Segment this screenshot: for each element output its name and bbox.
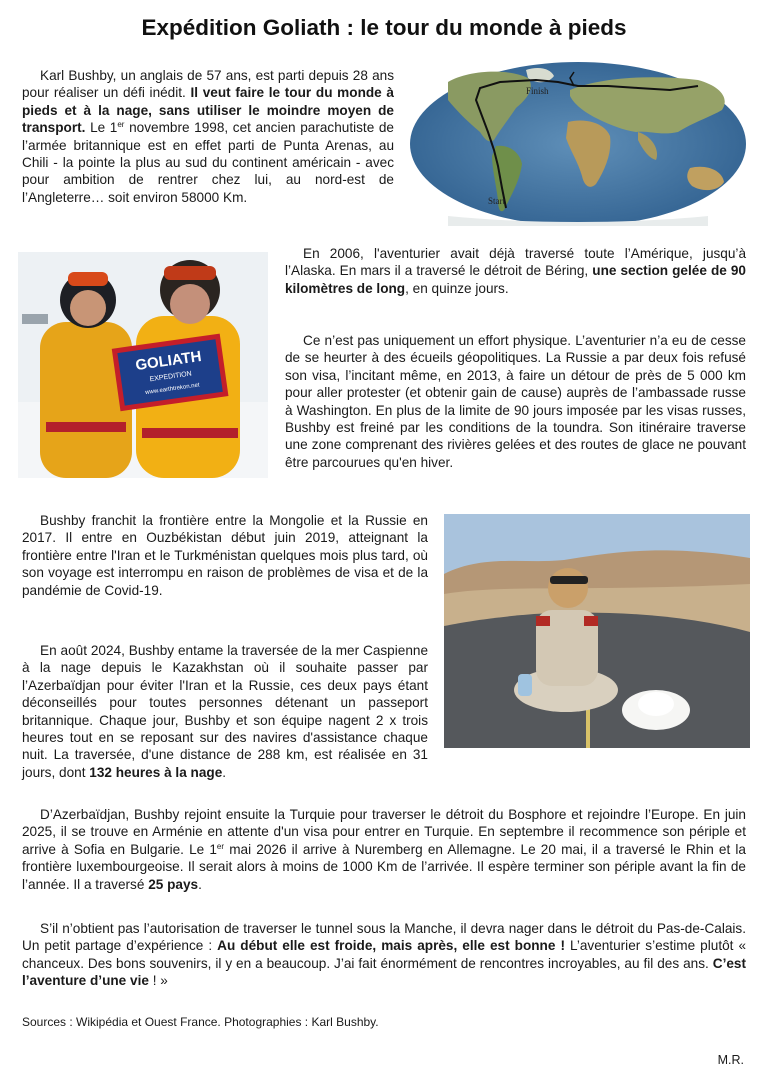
paragraph-europe: D’Azerbaïdjan, Bushby rejoint ensuite la Turquie pour traverser le détroit du Bosphore et rejoindre l’Europe. En juin 2025, il se trouve en Arménie en attente d'un visa pour entrer en Turquie. En septembre il recommence son périple et arrive à Sofia en Bulgarie. Le 1er mai 2026 il arrive à Nuremberg en Allemagne. Le 20 mai, il a traversé le Rhin et la frontière luxembourgeoise. Il serait alors à moins de 1000 Km de l’arrivée. Il espère terminer son périple avant la fin de l’année. Il a traversé 25 pays. bbox=[22, 807, 746, 892]
map-finish-label: Finish bbox=[526, 86, 549, 96]
paragraph-alaska: En 2006, l'aventurier avait déjà traversé toute l’Amérique, jusqu’à l’Alaska. En mars il a traversé le détroit de Béring, une section gelée de 90 kilomètres de long, en quinze jours. bbox=[285, 246, 746, 296]
banner-url: www.earthtrekon.net bbox=[144, 382, 200, 397]
sources-note: Sources : Wikipédia et Ouest France. Photographies : Karl Bushby. bbox=[22, 1015, 379, 1029]
paragraph-channel: S’il n’obtient pas l’autorisation de traverser le tunnel sous la Manche, il devra nager dans le détroit du Pas-de-Calais. Un petit partage d’expérience : Au début elle est froide, mais après, elle est bonne ! L’aventurier s’estime plutôt « chanceux. Des bons souvenirs, il y en a beaucoup. J’ai fait énormément de rencontres incroyables, au fil des ans. C’est l’aventure d’une vie ! » bbox=[22, 921, 747, 989]
banner-title: GOLIATH bbox=[134, 348, 203, 375]
paragraph-geopolitics: Ce n’est pas uniquement un effort physique. L’aventurier n’a eu de cesse de se heurter à des écueils géopolitiques. La Russie a par deux fois refusé son visa, l’incitant même, en 2013, à faire un détour de près de 5 000 km pour aller protester (et obtenir gain de cause) auprès de l’ambassade russe à Washington. En plus de la limite de 90 jours imposée par les visas russes, Bushby est freiné par les conditions de la toundra. Son itinéraire traverse une zone comprenant des rivières gelées et des routes de glace ne pouvant être parcourues qu'en hiver. bbox=[285, 333, 746, 470]
world-map-image bbox=[408, 60, 748, 228]
page-title: Expédition Goliath : le tour du monde à pieds bbox=[141, 15, 627, 40]
banner-subtitle: EXPEDITION bbox=[149, 370, 193, 384]
map-start-label: Start bbox=[488, 196, 505, 206]
paragraph-intro: Karl Bushby, un anglais de 57 ans, est parti depuis 28 ans pour réaliser un défi inédit. Il veut faire le tour du monde à pieds et à la nage, sans utiliser le moindre moyen de transport. Le 1er novembre 1998, cet ancien parachutiste de l’armée britannique est en effet parti de Punta Arenas, au Chili - la pointe la plus au sud du continent américain - avec pour ambition de rentrer chez lui, au nord-est de l’Angleterre… soit environ 58000 Km. bbox=[22, 68, 394, 205]
desert-road-photo bbox=[444, 514, 750, 748]
author-signature: M.R. bbox=[717, 1053, 744, 1067]
paragraph-caspian: En août 2024, Bushby entame la traversée de la mer Caspienne à la nage depuis le Kazakhstan où il souhaite passer par l’Azerbaïdjan pour éviter l'Iran et la Russie, ces deux pays étant déconseillés pour toutes personnes détenant un passeport britannique. Chaque jour, Bushby et son équipe nagent 2 x trois heures tout en se reposant sur des navires d'assistance chaque nuit. La traversée, d'une distance de 288 km, est réalisée en 31 jours, dont 132 heures à la nage. bbox=[22, 643, 428, 780]
paragraph-mongolia: Bushby franchit la frontière entre la Mongolie et la Russie en 2017. Il entre en Ouzbékistan début juin 2019, atteignant la frontière entre l'Iran et le Turkménistan quelques mois plus tard, où son voyage est interrompu en raison de problèmes de visa et de la pandémie de Covid-19. bbox=[22, 513, 428, 598]
arctic-photo bbox=[18, 252, 268, 478]
